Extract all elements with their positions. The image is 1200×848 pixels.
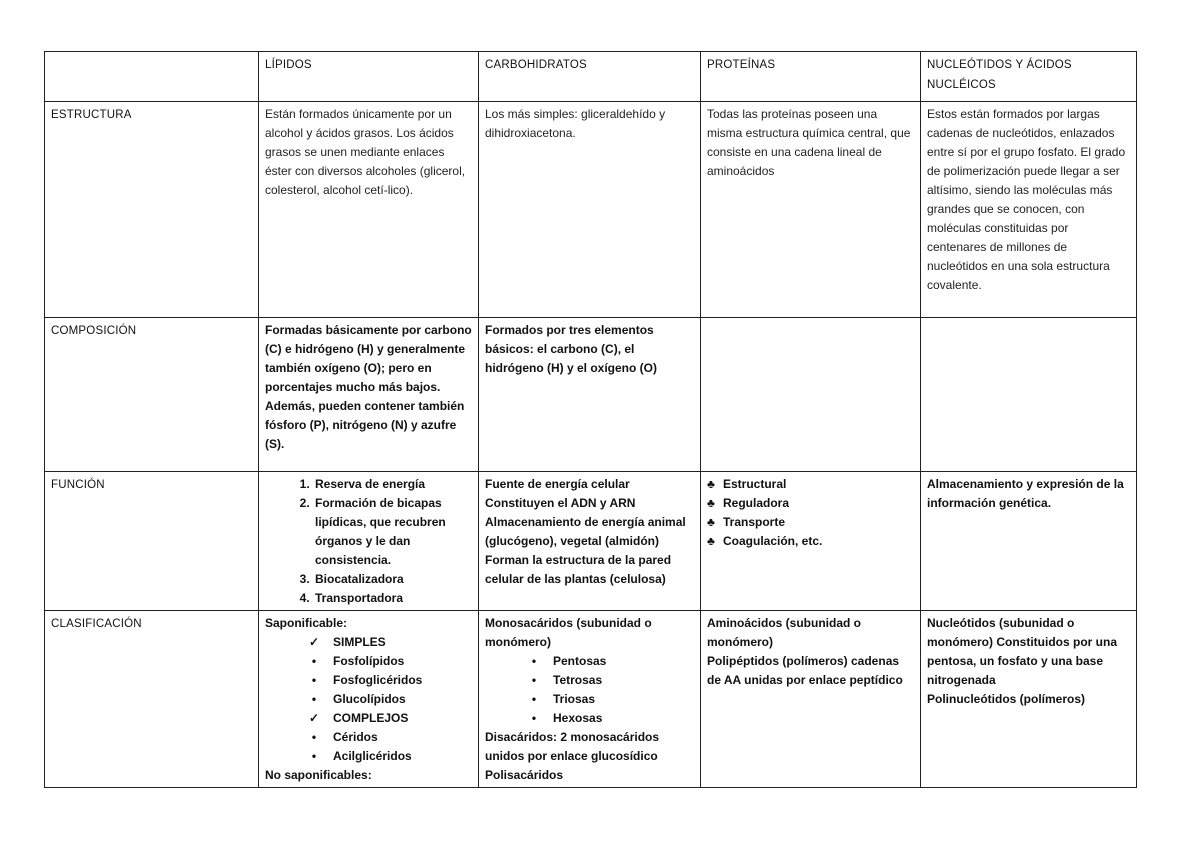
clasificacion-carbohidratos-disacaridos: Disacáridos: 2 monosacáridos unidos por enlace glucosídico [485, 730, 660, 763]
check-icon: ✓ [308, 635, 320, 649]
list-item [707, 532, 914, 551]
list-item-text: Fosfoglicéridos [333, 673, 423, 687]
clasificacion-lipidos-intro: Saponificable: [265, 616, 348, 630]
bullet-icon: • [531, 711, 537, 725]
clasificacion-lipidos-list [265, 633, 472, 766]
check-icon: ✓ [308, 711, 320, 725]
list-item: 2. Formación de bicapas lipídicas, que recubren órganos y le dan consistencia. [313, 494, 472, 570]
cell-funcion-proteinas [701, 472, 921, 611]
row-label-estructura: ESTRUCTURA [51, 109, 132, 121]
list-item-text: SIMPLES [333, 635, 386, 649]
row-label-composicion: COMPOSICIÓN [51, 325, 137, 337]
clasificacion-nucleotidos-line1: Nucleótidos (subunidad o monómero) Constituidos por una pentosa, un fosfato y una base nitrogenada [927, 616, 1117, 687]
list-item [305, 728, 472, 747]
clasificacion-nucleotidos-line2: Polinucleótidos (polímeros) [927, 692, 1086, 706]
list-item-text: Céridos [333, 730, 378, 744]
row-label-funcion: FUNCIÓN [51, 479, 105, 491]
header-cell-nucleotidos [921, 52, 1137, 102]
funcion-lipidos-list [265, 475, 472, 608]
list-item [305, 652, 472, 671]
row-label-cell [45, 611, 259, 788]
clasificacion-carbohidratos-polisacaridos: Polisacáridos [485, 768, 564, 782]
club-icon: ♣ [707, 515, 715, 529]
cell-clasificacion-nucleotidos [921, 611, 1137, 788]
cell-funcion-lipidos [259, 472, 479, 611]
header-cell-empty [45, 52, 259, 102]
cell-funcion-nucleotidos: Almacenamiento y expresión de la información genética. [921, 472, 1137, 611]
bullet-icon: • [311, 654, 317, 668]
list-item-text: Fosfolípidos [333, 654, 405, 668]
list-item [707, 513, 914, 532]
cell-composicion-lipidos: Formadas básicamente por carbono (C) e hidrógeno (H) y generalmente también oxígeno (O); pero en porcentajes mucho más bajos. Además, pueden contener también fósforo (P), nitrógeno (N) y azufre (S). [259, 318, 479, 472]
bullet-icon: • [531, 692, 537, 706]
list-item: 3. Biocatalizadora [313, 570, 472, 589]
list-item-text: Estructural [723, 477, 787, 491]
list-item-text: Reguladora [723, 496, 790, 510]
bullet-icon: • [531, 654, 537, 668]
list-item-text: Glucolípidos [333, 692, 406, 706]
row-clasificacion [45, 611, 1137, 788]
list-item-text: Acilglicéridos [333, 749, 412, 763]
cell-clasificacion-proteinas [701, 611, 921, 788]
list-item [525, 709, 694, 728]
clasificacion-lipidos-outro: No saponificables: [265, 768, 372, 782]
row-label-cell [45, 472, 259, 611]
header-cell-proteinas [701, 52, 921, 102]
cell-composicion-carbohidratos: Formados por tres elementos básicos: el carbono (C), el hidrógeno (H) y el oxígeno (O) [479, 318, 701, 472]
table-header-row [45, 52, 1137, 102]
bullet-icon: • [531, 673, 537, 687]
cell-composicion-proteinas [701, 318, 921, 472]
cell-composicion-nucleotidos [921, 318, 1137, 472]
clasificacion-proteinas-line1: Aminoácidos (subunidad o monómero) [707, 616, 862, 649]
list-item [305, 747, 472, 766]
bullet-icon: • [311, 749, 317, 763]
list-item-text: Coagulación, etc. [723, 534, 823, 548]
cell-estructura-nucleotidos: Estos están formados por largas cadenas de nucleótidos, enlazados entre sí por el grupo fosfato. El grado de polimerización puede llegar a ser altísimo, siendo las moléculas más grandes que se conocen, con moléculas constituidas por centenares de millones de nucleótidos en una sola estructura covalente. [921, 102, 1137, 318]
row-funcion [45, 472, 1137, 611]
bullet-icon: • [311, 673, 317, 687]
list-item: 4. Transportadora [313, 589, 472, 608]
cell-estructura-carbohidratos: Los más simples: gliceraldehído y dihidroxiacetona. [479, 102, 701, 318]
list-item-text: COMPLEJOS [333, 711, 409, 725]
list-item [707, 494, 914, 513]
list-item-text: Transporte [723, 515, 786, 529]
list-item [305, 709, 472, 728]
list-item [525, 652, 694, 671]
list-item [305, 690, 472, 709]
row-label-cell [45, 318, 259, 472]
list-item: 1. Reserva de energía [313, 475, 472, 494]
biomolecules-table [44, 51, 1137, 788]
list-item [707, 475, 914, 494]
clasificacion-carbohidratos-list [485, 652, 694, 728]
header-lipidos: LÍPIDOS [265, 59, 312, 71]
cell-estructura-lipidos: Están formados únicamente por un alcohol y ácidos grasos. Los ácidos grasos se unen mediante enlaces éster con diversos alcoholes (glicerol, colesterol, alcohol cetí-lico). [259, 102, 479, 318]
row-composicion [45, 318, 1137, 472]
club-icon: ♣ [707, 477, 715, 491]
list-item [305, 671, 472, 690]
bullet-icon: • [311, 692, 317, 706]
club-icon: ♣ [707, 534, 715, 548]
header-proteinas: PROTEÍNAS [707, 59, 776, 71]
list-item [525, 671, 694, 690]
bullet-icon: • [311, 730, 317, 744]
list-item-text: Tetrosas [553, 673, 603, 687]
cell-estructura-proteinas: Todas las proteínas poseen una misma estructura química central, que consiste en una cadena lineal de aminoácidos [701, 102, 921, 318]
list-item-text: Triosas [553, 692, 596, 706]
header-nucleotidos: NUCLEÓTIDOS Y ÁCIDOS NUCLÉICOS [927, 59, 1072, 91]
header-carbohidratos: CARBOHIDRATOS [485, 59, 587, 71]
club-icon: ♣ [707, 496, 715, 510]
clasificacion-carbohidratos-intro: Monosacáridos (subunidad o monómero) [485, 616, 652, 649]
cell-clasificacion-lipidos [259, 611, 479, 788]
cell-clasificacion-carbohidratos [479, 611, 701, 788]
header-cell-lipidos [259, 52, 479, 102]
list-item [305, 633, 472, 652]
cell-funcion-carbohidratos: Fuente de energía celular Constituyen el ADN y ARN Almacenamiento de energía animal (glucógeno), vegetal (almidón) Forman la estructura de la pared celular de las plantas (celulosa) [479, 472, 701, 611]
row-label-clasificacion: CLASIFICACIÓN [51, 618, 142, 630]
list-item-text: Pentosas [553, 654, 607, 668]
row-label-cell [45, 102, 259, 318]
clasificacion-proteinas-line2: Polipéptidos (polímeros) cadenas de AA unidas por enlace peptídico [707, 654, 903, 687]
list-item-text: Hexosas [553, 711, 603, 725]
header-cell-carbohidratos [479, 52, 701, 102]
list-item [525, 690, 694, 709]
row-estructura [45, 102, 1137, 318]
